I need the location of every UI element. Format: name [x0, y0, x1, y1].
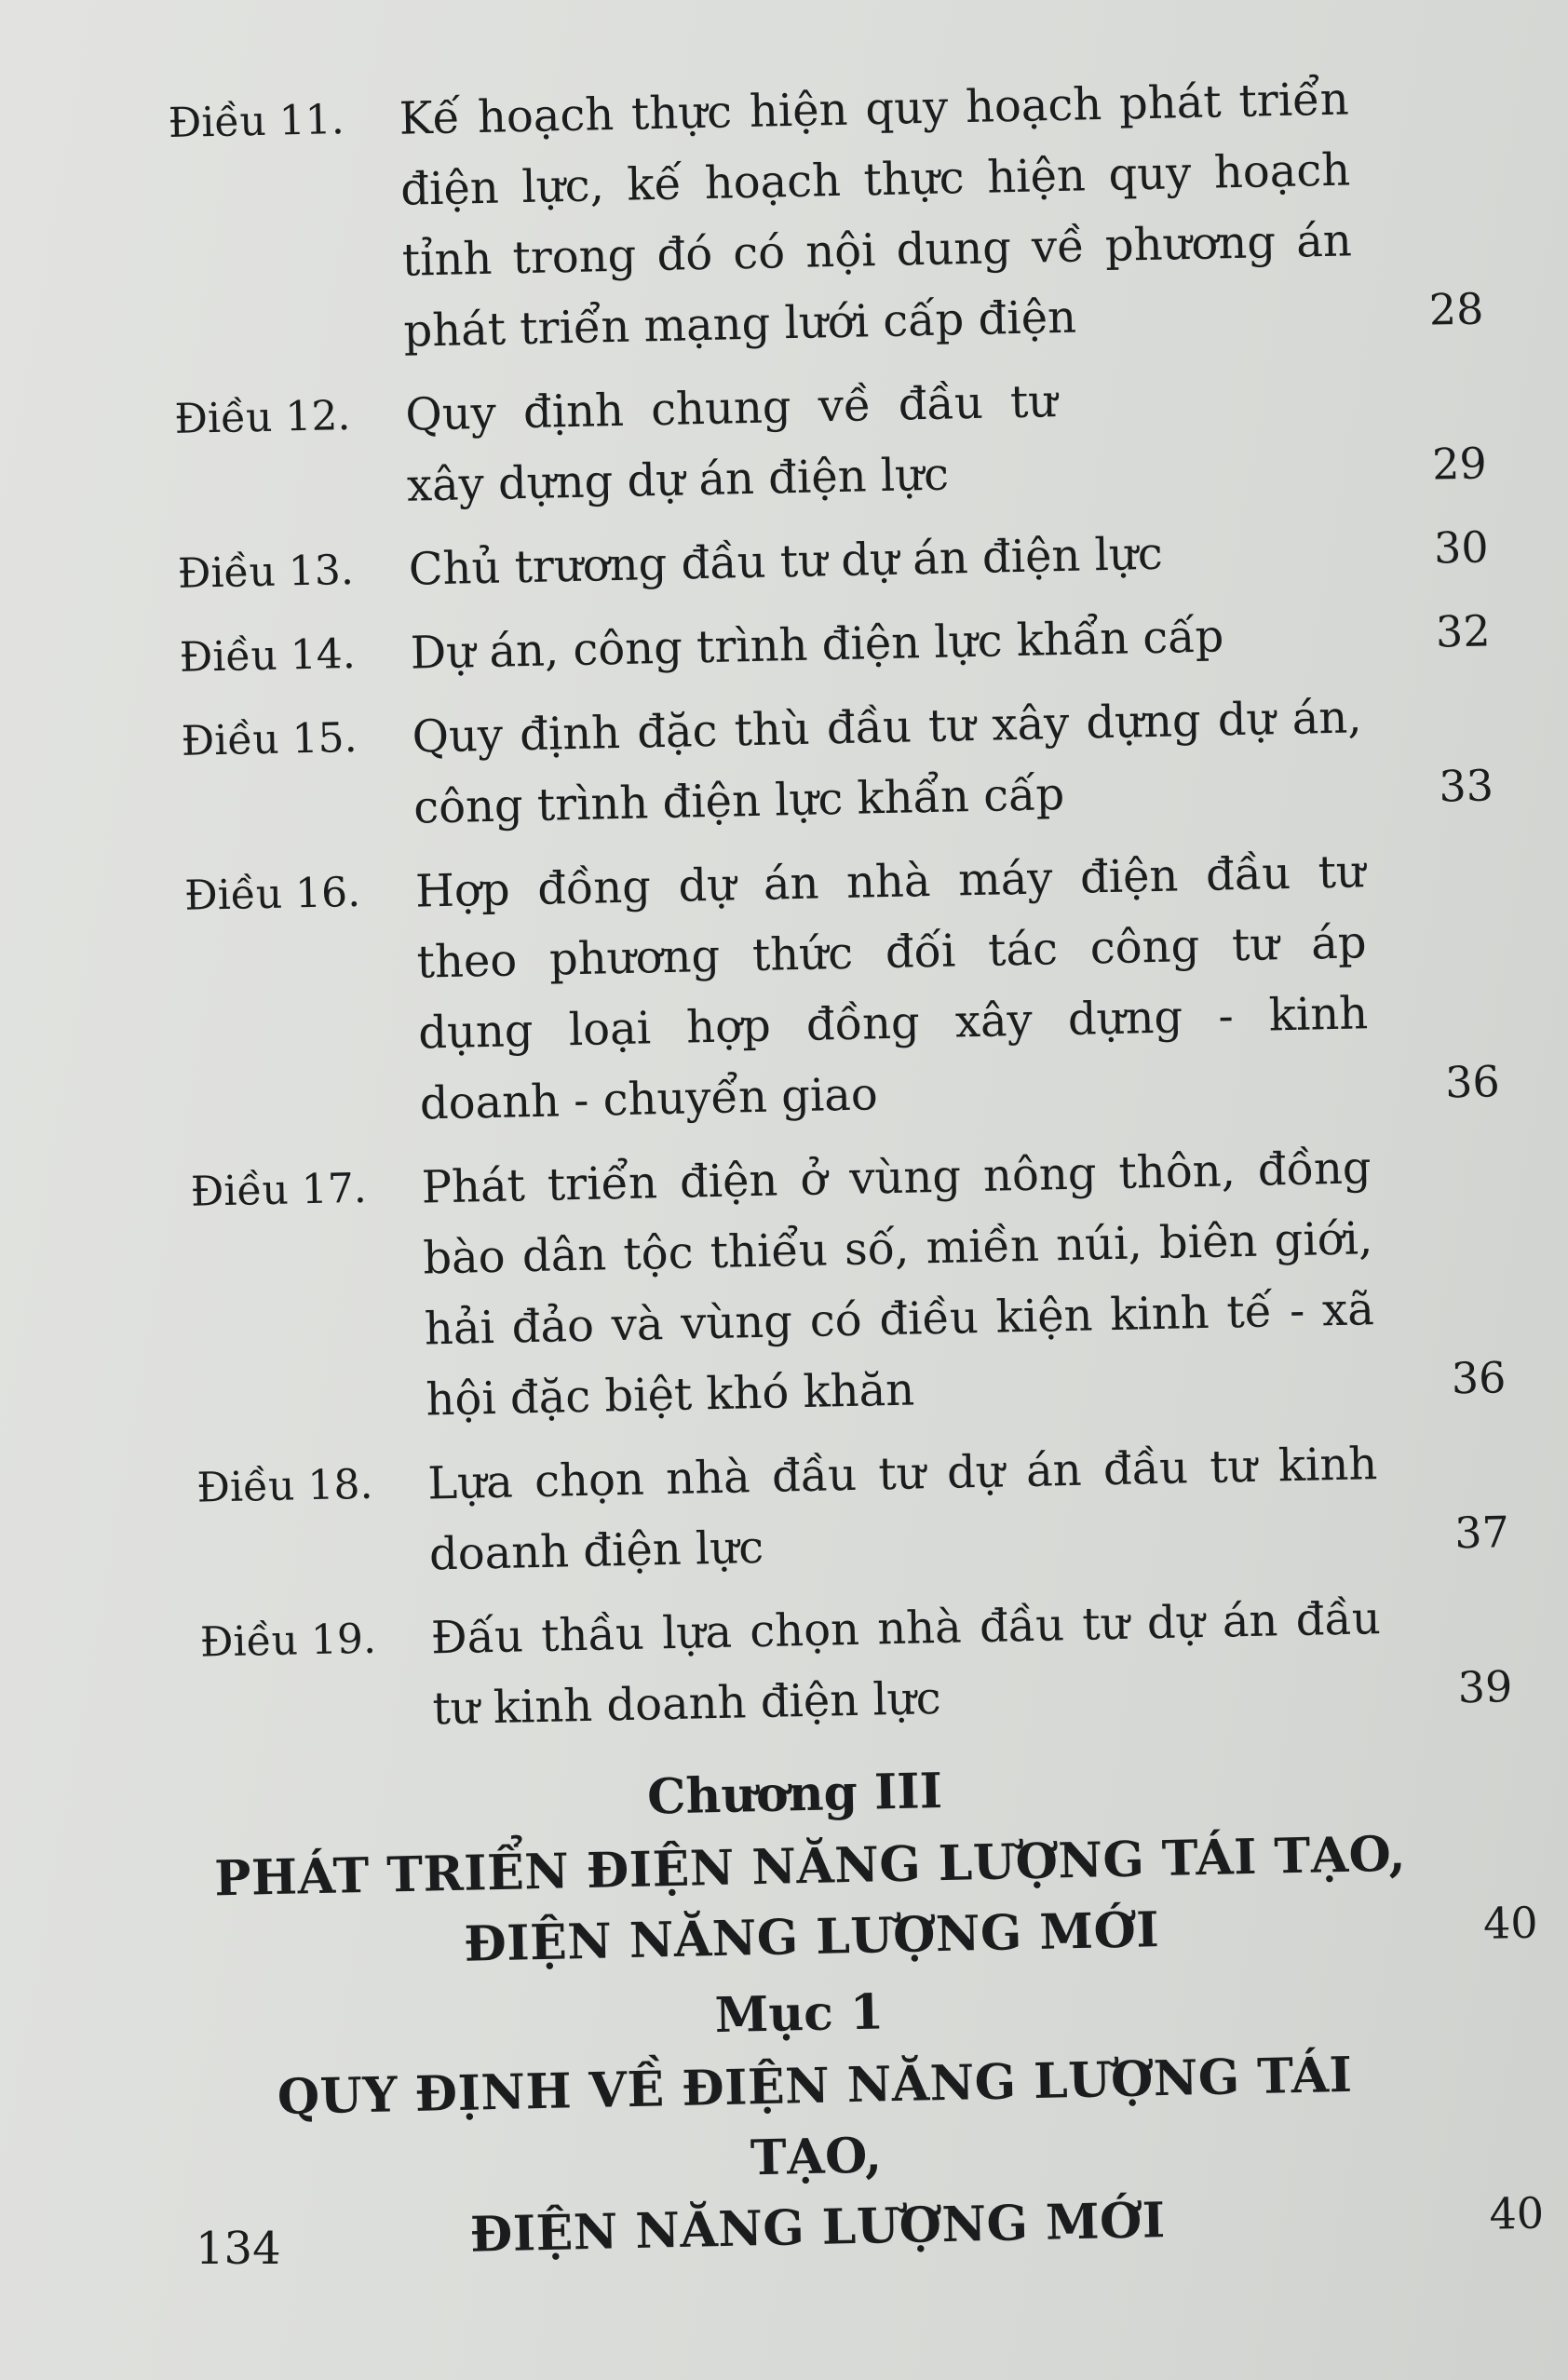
section-page: 40: [1489, 2187, 1545, 2239]
entry-page: 30: [1433, 521, 1490, 574]
entry-title: Dự án, công trình điện lực khẩn cấp: [410, 610, 1224, 680]
toc-entry-dieu-19: [199, 1579, 1561, 1750]
toc-entry-dieu-14: [179, 594, 1539, 694]
entry-label: Điều 17.: [190, 1164, 368, 1216]
toc-entry-dieu-15: [181, 678, 1543, 848]
toc-entry-dieu-11: [168, 60, 1533, 372]
entry-label: Điều 11.: [168, 96, 345, 147]
entry-title: Đấu thầu lựa chọn nhà đầu tư dự án đầu tư kinh doanh điện lực: [430, 1592, 1382, 1736]
page-number: 134: [196, 2223, 281, 2275]
toc-entry-dieu-16: [183, 832, 1548, 1144]
entry-title: Phát triển điện ở vùng nông thôn, đồng bào dân tộc thiểu số, miền núi, biên giới, hải đảo và vùng có điều kiện kinh tế - xã hội đặc biệt khó khăn: [421, 1142, 1375, 1427]
entry-page: 36: [1444, 1056, 1501, 1108]
entry-page: 36: [1451, 1352, 1507, 1404]
entry-label: Điều 14.: [179, 629, 357, 682]
entry-title: Kế hoạch thực hiện quy hoạch phát triển điện lực, kế hoạch thực hiện quy hoạch tỉnh trong đó có nội dung về phương án phát triển mạng lưới cấp điện: [399, 73, 1353, 358]
entry-title: Chủ trương đầu tư dự án điện lực: [408, 527, 1164, 596]
entry-page: 29: [1431, 438, 1488, 490]
section-title-line-1: QUY ĐỊNH VỀ ĐIỆN NĂNG LƯỢNG TÁI TẠO,: [277, 2046, 1353, 2187]
chapter-title-line-1: PHÁT TRIỂN ĐIỆN NĂNG LƯỢNG TÁI TẠO,: [213, 1825, 1407, 1908]
entry-label: Điều 12.: [173, 391, 351, 443]
section-label: Mục 1: [714, 1983, 885, 2045]
entry-page: 33: [1438, 760, 1494, 812]
entry-page: 39: [1457, 1661, 1513, 1713]
chapter-label: Chương III: [646, 1762, 943, 1826]
chapter-title-line-2: ĐIỆN NĂNG LƯỢNG MỚI: [463, 1901, 1160, 1973]
entry-title: Quy định đặc thù đầu tư xây dựng dự án, công trình điện lực khẩn cấp: [412, 691, 1363, 834]
section-heading: [208, 1961, 1568, 2277]
section-title-line-2: ĐIỆN NĂNG LƯỢNG MỚI: [469, 2192, 1167, 2264]
entry-page: 32: [1435, 605, 1492, 657]
toc-entry-dieu-13: [177, 510, 1537, 610]
entry-title: Lựa chọn nhà đầu tư dự án đầu tư kinh doanh điện lực: [426, 1438, 1378, 1581]
toc-entry-dieu-18: [196, 1425, 1559, 1595]
toc-entry-dieu-17: [190, 1129, 1555, 1440]
entry-page: 37: [1453, 1507, 1510, 1559]
entry-label: Điều 13.: [177, 546, 355, 598]
chapter-page: 40: [1482, 1897, 1539, 1949]
entry-title: Hợp đồng dự án nhà máy điện đầu tư theo phương thức đối tác công tư áp dụng loại hợp đồng xây dựng - kinh doanh - chuyển giao: [414, 845, 1369, 1130]
table-of-contents: [168, 60, 1568, 2276]
entry-title: Quy định chung về đầu tư xây dựng dự án điện lực: [404, 375, 1058, 512]
entry-label: Điều 15.: [181, 713, 358, 765]
entry-label: Điều 19.: [199, 1615, 377, 1667]
toc-entry-dieu-12: [174, 356, 1536, 526]
entry-page: 28: [1428, 283, 1484, 335]
entry-label: Điều 18.: [196, 1460, 373, 1512]
chapter-heading: [203, 1741, 1567, 1986]
entry-label: Điều 16.: [183, 868, 361, 920]
